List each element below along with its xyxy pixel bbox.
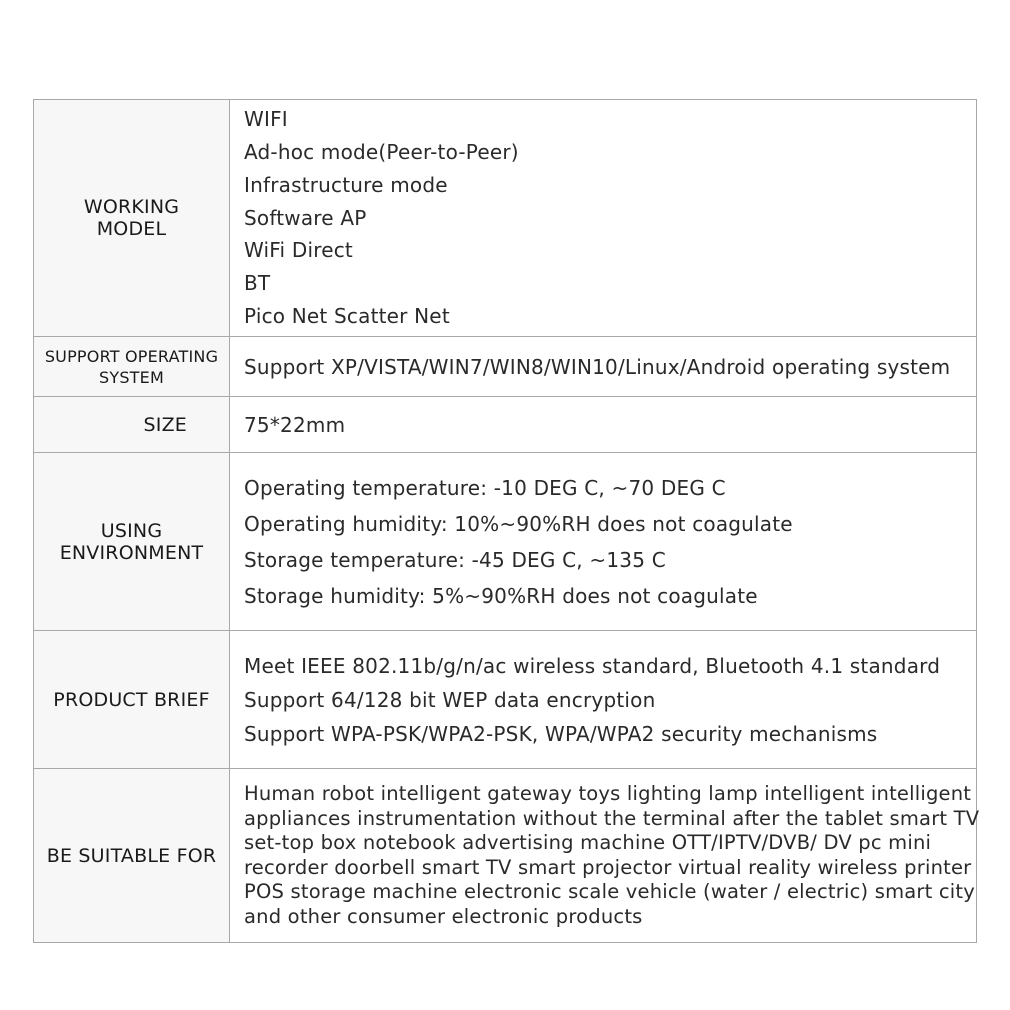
- value-line: recorder doorbell smart TV smart projector virtual reality wireless printer: [244, 855, 972, 879]
- label-line: ENVIRONMENT: [59, 541, 204, 564]
- label-line: SUPPORT OPERATING: [44, 346, 219, 366]
- row-support-os: [34, 337, 977, 397]
- value-using-environment: [230, 453, 977, 631]
- value-line: POS storage machine electronic scale vehicle (water / electric) smart city: [244, 880, 976, 903]
- spec-table: [33, 99, 980, 943]
- value-support-os: [230, 337, 977, 397]
- value-line: Operating humidity: 10%~90%RH does not coagulate: [244, 511, 793, 536]
- value-size: [230, 397, 977, 453]
- value-line: Human robot intelligent gateway toys lighting lamp intelligent intelligent: [244, 782, 972, 805]
- value-be-suitable-for: [230, 769, 980, 943]
- value-product-brief: [230, 631, 977, 769]
- label-be-suitable-for: [34, 769, 230, 943]
- value-line: WiFi Direct: [244, 238, 353, 263]
- value-line: BT: [244, 271, 271, 296]
- label-line: BE SUITABLE FOR: [46, 844, 217, 867]
- label-product-brief: [34, 631, 230, 769]
- value-line: 75*22mm: [244, 412, 346, 437]
- row-size: [34, 397, 977, 453]
- label-working-model: [34, 100, 230, 337]
- value-line: Software AP: [244, 205, 367, 230]
- value-line: Support WPA-PSK/WPA2-PSK, WPA/WPA2 security mechanisms: [244, 721, 878, 746]
- value-line: appliances instrumentation without the terminal after the tablet smart TV: [244, 806, 980, 830]
- row-be-suitable-for: [34, 769, 977, 943]
- label-size: [34, 397, 230, 453]
- value-line: Ad-hoc mode(Peer-to-Peer): [244, 140, 519, 164]
- row-working-model: [34, 100, 977, 337]
- value-line: Operating temperature: -10 DEG C, ~70 DEG C: [244, 475, 726, 500]
- value-line: WIFI: [244, 107, 288, 132]
- value-line: Storage temperature: -45 DEG C, ~135 C: [244, 547, 666, 572]
- label-line: USING: [100, 519, 163, 542]
- label-line: MODEL: [96, 218, 167, 240]
- value-line: Meet IEEE 802.11b/g/n/ac wireless standard, Bluetooth 4.1 standard: [244, 653, 941, 678]
- label-support-os: [34, 337, 230, 397]
- value-working-model: [230, 100, 977, 337]
- value-line: Pico Net Scatter Net: [244, 303, 450, 328]
- label-line: WORKING: [83, 196, 180, 218]
- value-line: and other consumer electronic products: [244, 904, 643, 928]
- value-line: Support XP/VISTA/WIN7/WIN8/WIN10/Linux/Android operating system: [244, 354, 951, 379]
- row-using-environment: [34, 453, 977, 631]
- value-line: set-top box notebook advertising machine OTT/IPTV/DVB/ DV pc mini: [244, 831, 932, 854]
- value-line: Infrastructure mode: [244, 172, 448, 197]
- label-line: PRODUCT BRIEF: [53, 688, 210, 711]
- label-using-environment: [34, 453, 230, 631]
- value-line: Support 64/128 bit WEP data encryption: [244, 687, 656, 712]
- row-product-brief: [34, 631, 977, 769]
- label-line: SYSTEM: [99, 367, 164, 387]
- label-line: SIZE: [143, 413, 187, 436]
- value-line: Storage humidity: 5%~90%RH does not coagulate: [244, 583, 758, 608]
